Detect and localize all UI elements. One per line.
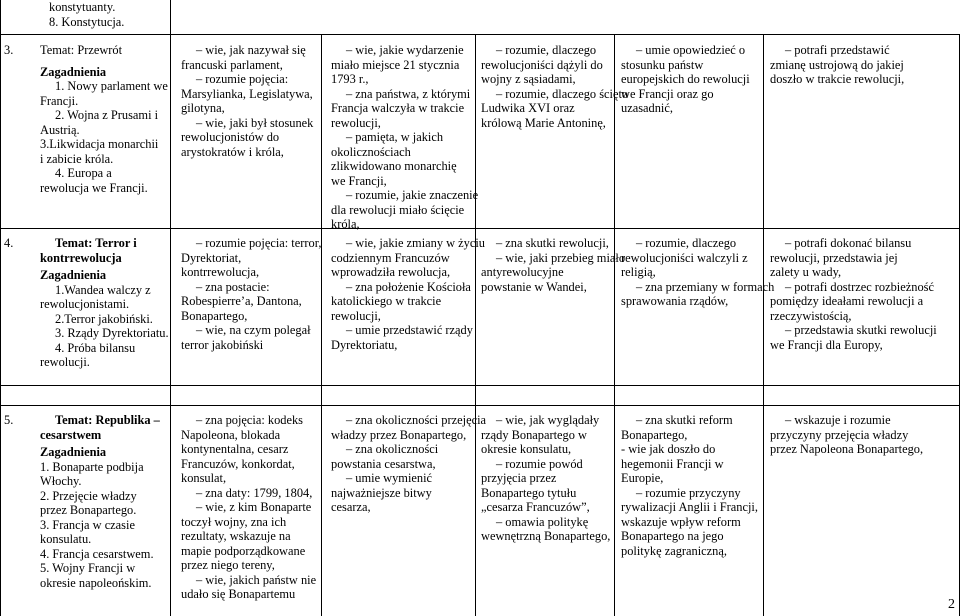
text-line: – wie, jaki przebieg miało — [496, 250, 626, 265]
row-divider — [0, 228, 960, 229]
text-line: Bonapartego, — [621, 427, 688, 442]
text-line: zalety u wady, — [770, 265, 842, 279]
text-line: Bonapartego na jego — [621, 529, 724, 543]
topic-item: 3.Likwidacja monarchii — [40, 137, 159, 151]
text-line: – zna okoliczności — [346, 442, 439, 456]
text-line: codziennym Francuzów — [331, 250, 450, 265]
text-line: – umie opowiedzieć o — [636, 43, 746, 57]
text-line: – zna państwa, z którymi — [346, 86, 471, 101]
text-line: - wie jak doszło do — [621, 442, 716, 456]
requirements-cell — [621, 43, 750, 116]
requirements-cell — [621, 236, 774, 309]
requirements-cell — [331, 43, 478, 232]
row-divider — [0, 385, 960, 386]
table-border-left — [0, 0, 1, 616]
text-line: we Francji dla Europy, — [770, 337, 883, 352]
zagadnienia-label: Zagadnienia — [40, 268, 107, 282]
text-line: wojny z sąsiadami, — [481, 72, 576, 86]
text-line: – wie, jakich państw nie — [196, 572, 317, 587]
topic-item: Austrią. — [40, 122, 80, 137]
text-line: udało się Bonapartemu — [181, 587, 296, 601]
text-line: – zna położenie Kościoła — [346, 279, 471, 294]
text-line: katolickiego w trakcie — [331, 294, 442, 308]
topic-item: 2. Wojna z Prusami i — [55, 108, 159, 122]
text-line: toczył wojny, zna ich — [181, 514, 287, 529]
topic-item: 3. Francja w czasie — [40, 517, 135, 532]
text-line: przyjęcia przez — [481, 471, 557, 485]
topic-title: Temat: Republika – — [55, 413, 160, 427]
topic-item: 4. Europa a — [55, 166, 112, 180]
topic-item: 2. Przejęcie władzy — [40, 488, 137, 503]
row-divider — [0, 34, 960, 35]
text-line: Napoleona, blokada — [181, 427, 281, 442]
text-line: Marsylianka, Legislatywa, — [181, 86, 313, 101]
text-line: Bonapartego tytułu — [481, 485, 577, 500]
topic-item: rewolucjonistami. — [40, 297, 130, 311]
text-line: – przedstawia skutki rewolucji — [785, 323, 937, 337]
text-line: we Francji, — [331, 173, 387, 188]
text-line: pomiędzy ideałami rewolucji a — [770, 294, 924, 308]
text-line: wskazuje wpływ reform — [621, 514, 741, 529]
text-line: terror jakobiński — [181, 337, 264, 352]
requirements-cell — [331, 413, 486, 515]
text-line: – wie, na czym polegał — [196, 323, 311, 337]
row-number: 3. — [4, 43, 14, 57]
text-line: 8. Konstytucja. — [49, 14, 125, 29]
text-line: rewolucjoniści dążyli do — [481, 57, 603, 72]
text-line: cesarza, — [331, 500, 371, 514]
text-line: sprawowania rządów, — [621, 294, 729, 308]
text-line: – zna okoliczności przejęcia — [346, 413, 487, 427]
text-line: rewolucjoniści walczyli z — [621, 250, 748, 265]
text-line: gilotyna, — [181, 101, 225, 115]
prev-row-continuation — [49, 0, 124, 29]
zagadnienia-label: Zagadnienia — [40, 64, 107, 79]
topic-title: Temat: Terror i — [55, 236, 137, 250]
requirements-cell — [481, 413, 610, 544]
requirements-cell — [770, 43, 904, 87]
row-number: 5. — [4, 413, 14, 427]
text-line: Francja walczyła w trakcie — [331, 101, 465, 115]
text-line: – wskazuje i rozumie — [785, 413, 891, 427]
text-line: przyczyny przejęcia władzy — [770, 427, 909, 442]
text-line: konstytuanty. — [49, 0, 116, 14]
topic-item: Francji. — [40, 93, 79, 108]
text-line: władzy przez Bonapartego, — [331, 427, 467, 442]
requirements-cell — [770, 236, 937, 352]
text-line: wewnętrzną Bonapartego, — [481, 529, 611, 543]
requirements-cell — [181, 236, 321, 352]
text-line: hegemonii Francji w — [621, 456, 724, 471]
text-line: króla, — [331, 217, 360, 231]
text-line: rewolucjonistów do — [181, 130, 280, 144]
text-line: Europie, — [621, 471, 664, 485]
text-line: – rozumie, dlaczego — [636, 236, 737, 250]
text-line: – potrafi dostrzec rozbieżność — [785, 279, 934, 294]
text-line: królową Marie Antoninę, — [481, 115, 606, 130]
text-line: wprowadziła rewolucja, — [331, 265, 451, 279]
text-line: najważniejsze bitwy — [331, 485, 432, 500]
text-line: rzeczywistością, — [770, 308, 852, 323]
topic-item: Włochy. — [40, 474, 82, 488]
topic-item: i zabicie króla. — [40, 151, 114, 166]
text-line: powstanie w Wandei, — [481, 279, 587, 294]
text-line: stosunku państw — [621, 57, 704, 72]
text-line: – wie, jakie wydarzenie — [346, 43, 464, 57]
text-line: konsulat, — [181, 471, 227, 485]
text-line: powstania cesarstwa, — [331, 456, 436, 471]
topic-title: Temat: Przewrót — [40, 43, 123, 57]
topic-item: 3. Rządy Dyrektoriatu. — [55, 326, 169, 340]
text-line: politykę zagraniczną, — [621, 543, 727, 558]
topic-item: 1. Bonaparte podbija — [40, 459, 144, 474]
text-line: we Francji oraz go — [621, 86, 714, 101]
text-line: przez niego tereny, — [181, 558, 275, 572]
requirements-cell — [181, 43, 313, 159]
text-line: – rozumie powód — [496, 456, 583, 471]
text-line: Robespierre’a, Dantona, — [181, 294, 302, 308]
requirements-cell — [621, 413, 758, 558]
lesson-topic-cell — [40, 236, 169, 370]
text-line: doszło w trakcie rewolucji, — [770, 72, 905, 86]
text-line: – wie, jaki był stosunek — [196, 115, 314, 130]
text-line: rewolucji, — [331, 308, 381, 323]
topic-item: 1.Wandea walczy z — [55, 282, 151, 297]
page-number: 2 — [948, 597, 955, 612]
topic-item: rewolucji. — [40, 355, 90, 369]
text-line: – pamięta, w jakich — [346, 130, 444, 144]
topic-item: okresie napoleońskim. — [40, 575, 152, 590]
topic-title: cesarstwem — [40, 427, 102, 442]
topic-title: kontrrewolucja — [40, 250, 122, 265]
text-line: zlikwidowano monarchię — [331, 159, 457, 173]
text-line: rywalizacji Anglii i Francji, — [621, 500, 758, 514]
lesson-topic-cell — [40, 413, 160, 590]
text-line: – potrafi dokonać bilansu — [785, 236, 912, 250]
text-line: europejskich do rewolucji — [621, 72, 750, 86]
topic-item: rewolucja we Francji. — [40, 180, 148, 195]
text-line: rewolucji, przedstawia jej — [770, 250, 898, 265]
text-line: przez Napoleona Bonapartego, — [770, 442, 924, 456]
text-line: rewolucji, — [331, 115, 381, 130]
text-line: Dyrektoriat, — [181, 250, 242, 265]
text-line: – umie wymienić — [346, 471, 433, 485]
text-line: kontrrewolucja, — [181, 265, 260, 279]
text-line: zmianę ustrojową do jakiej — [770, 57, 904, 72]
text-line: 1793 r., — [331, 72, 369, 86]
text-line: arystokratów i króla, — [181, 144, 284, 159]
text-line: – rozumie pojęcia: terror, — [196, 236, 322, 250]
text-line: – rozumie przyczyny — [636, 485, 741, 500]
topic-item: konsulatu. — [40, 532, 92, 546]
column-divider — [170, 0, 171, 616]
text-line: Francuzów, konkordat, — [181, 456, 295, 471]
requirements-cell — [331, 236, 485, 352]
text-line: Bonapartego, — [181, 308, 248, 323]
text-line: – omawia politykę — [496, 514, 589, 529]
topic-item: 1. Nowy parlament we — [55, 79, 168, 93]
requirements-cell — [770, 413, 923, 457]
text-line: – zna skutki rewolucji, — [496, 236, 609, 250]
text-line: dla rewolucji miało ścięcie — [331, 202, 465, 217]
text-line: francuski parlament, — [181, 57, 283, 72]
column-divider — [763, 34, 764, 616]
zagadnienia-label: Zagadnienia — [40, 445, 107, 459]
text-line: – zna skutki reform — [636, 413, 733, 427]
text-line: – rozumie pojęcia: — [196, 72, 289, 86]
topic-item: 4. Próba bilansu — [55, 340, 136, 355]
lesson-topic-cell — [40, 43, 168, 195]
text-line: okolicznościach — [331, 144, 411, 159]
text-line: – rozumie, jakie znaczenie — [346, 188, 479, 202]
text-line: – rozumie, dlaczego ścięto — [496, 86, 629, 101]
topic-item: 2.Terror jakobiński. — [55, 311, 153, 326]
requirements-cell — [181, 413, 316, 602]
text-line: miało miejsce 21 stycznia — [331, 57, 460, 72]
text-line: rezultaty, wskazuje na — [181, 529, 291, 543]
text-line: – wie, z kim Bonaparte — [196, 500, 312, 514]
text-line: – zna przemiany w formach — [636, 279, 775, 294]
text-line: – zna postacie: — [196, 279, 270, 294]
text-line: – zna pojęcia: kodeks — [196, 413, 304, 427]
topic-item: 5. Wojny Francji w — [40, 561, 136, 575]
text-line: – wie, jak wyglądały — [496, 413, 600, 427]
text-line: Ludwika XVI oraz — [481, 101, 575, 115]
row-divider — [0, 405, 960, 406]
topic-item: 4. Francja cesarstwem. — [40, 546, 154, 561]
text-line: religią, — [621, 265, 656, 279]
text-line: – zna daty: 1799, 1804, — [196, 485, 313, 500]
text-line: rządy Bonapartego w — [481, 427, 587, 442]
text-line: – wie, jakie zmiany w życiu — [346, 236, 486, 250]
text-line: „cesarza Francuzów”, — [481, 500, 590, 514]
text-line: okresie konsulatu, — [481, 442, 572, 456]
text-line: – umie przedstawić rządy — [346, 323, 473, 337]
text-line: kontynentalna, cesarz — [181, 442, 289, 456]
text-line: Dyrektoriatu, — [331, 337, 398, 352]
text-line: uzasadnić, — [621, 101, 673, 115]
text-line: – potrafi przedstawić — [785, 43, 890, 57]
requirements-cell — [481, 236, 625, 294]
row-number: 4. — [4, 236, 14, 250]
text-line: antyrewolucyjne — [481, 265, 564, 279]
topic-item: przez Bonapartego. — [40, 503, 137, 517]
text-line: – rozumie, dlaczego — [496, 43, 597, 57]
text-line: mapie podporządkowane — [181, 543, 306, 558]
requirements-cell — [481, 43, 628, 130]
text-line: – wie, jak nazywał się — [196, 43, 306, 57]
